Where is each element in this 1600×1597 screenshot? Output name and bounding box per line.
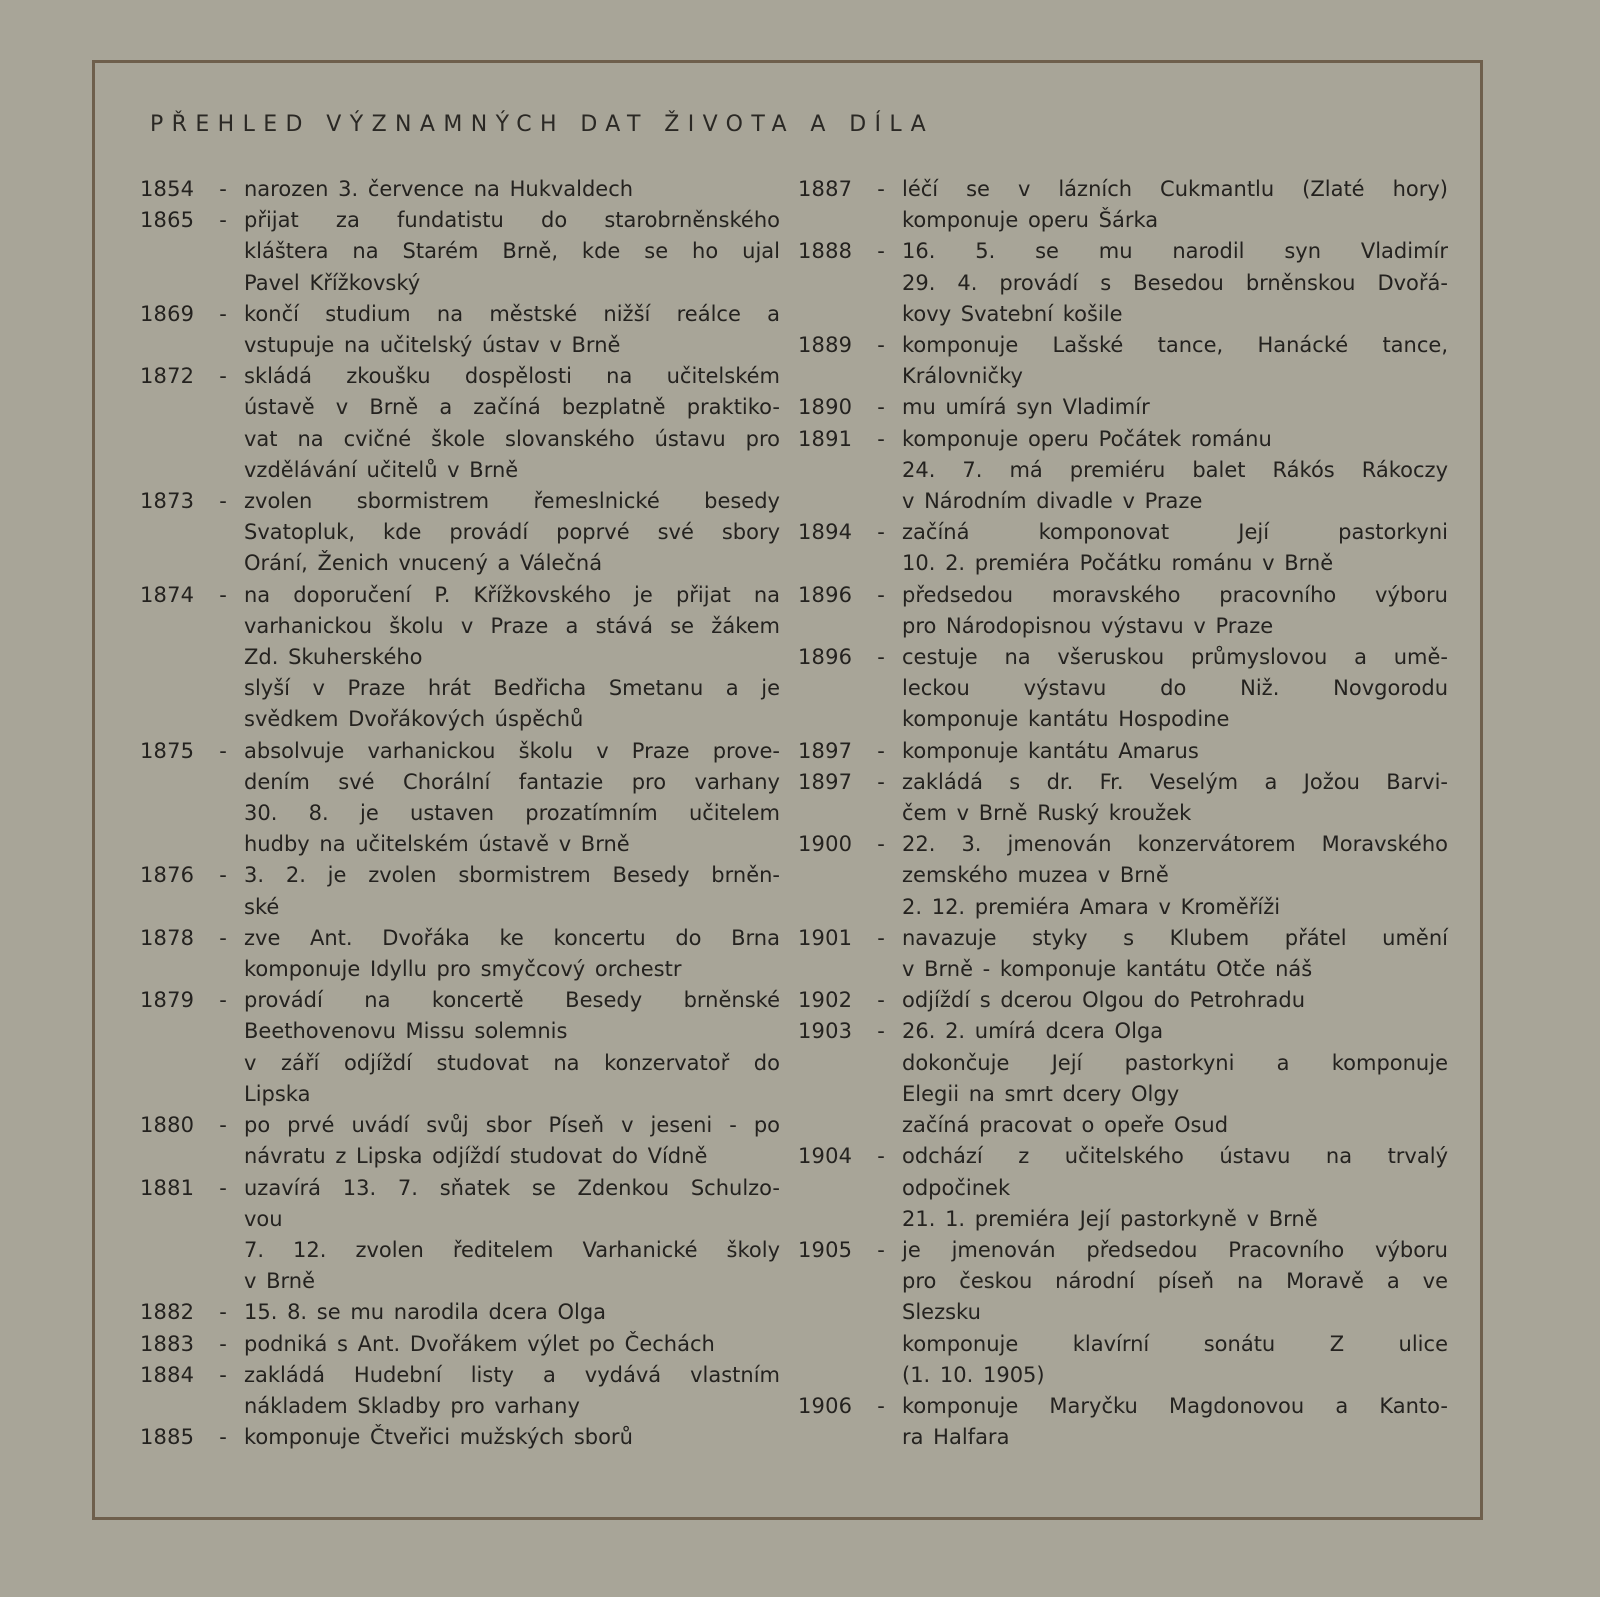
entry-line: nákladem Skladby pro varhany: [244, 1393, 580, 1418]
entry-line: pro českou národní píseň na Moravě a ve: [902, 1269, 1448, 1294]
entry-line: předsedou moravského pracovního výboru: [902, 582, 1448, 607]
entry-line: kovy Svatební košile: [902, 301, 1123, 326]
entry-year: 1883: [140, 1331, 195, 1356]
timeline-entry: [140, 299, 780, 361]
entry-line: narozen 3. července na Hukvaldech: [244, 177, 634, 201]
timeline-entry: [140, 361, 780, 486]
entry-dash: -: [219, 582, 227, 607]
timeline-entry: [140, 1360, 780, 1422]
entry-line: 24. 7. má premiéru balet Rákós Rákoczy: [902, 457, 1448, 482]
entry-line: začíná komponovat Její pastorkyni: [902, 520, 1448, 545]
entry-dash: -: [219, 301, 227, 326]
timeline-entry: [798, 642, 1448, 736]
entry-text: [244, 1110, 780, 1172]
entry-text: [902, 736, 1448, 767]
entry-dash: -: [877, 582, 885, 607]
entry-line: v září odjíždí studovat na konzervatoř do: [244, 1050, 780, 1075]
entry-text: [244, 1297, 780, 1328]
entry-line: 15. 8. se mu narodila dcera Olga: [244, 1300, 607, 1325]
entry-line: v Brně: [244, 1269, 316, 1294]
entry-dash: -: [219, 364, 227, 389]
entry-year: 1875: [140, 738, 195, 763]
entry-line: mu umírá syn Vladimír: [902, 395, 1150, 420]
entry-line: skládá zkoušku dospělosti na učitelském: [244, 364, 780, 389]
entry-year: 1876: [140, 863, 195, 888]
entry-dash: -: [219, 1113, 227, 1138]
entry-dash: -: [877, 239, 885, 264]
entry-line: varhanickou školu v Praze a stává se žákem: [244, 613, 780, 638]
entry-line: 29. 4. provádí s Besedou brněnskou Dvořá-: [902, 270, 1448, 295]
entry-line: cestuje na všeruskou průmyslovou a umě-: [902, 645, 1448, 670]
entry-line: zve Ant. Dvořáka ke koncertu do Brna: [244, 925, 780, 950]
entry-line: 30. 8. je ustaven prozatímním učitelem: [244, 801, 780, 826]
entry-text: [902, 923, 1448, 985]
timeline-entry: [140, 174, 780, 205]
entry-year: 1896: [798, 645, 853, 670]
entry-line: čem v Brně Ruský kroužek: [902, 801, 1192, 826]
entry-line: komponuje Čtveřici mužských sborů: [244, 1425, 633, 1450]
entry-line: slyší v Praze hrát Bedřicha Smetanu a je: [244, 676, 780, 701]
entry-line: leckou výstavu do Niž. Novgorodu: [902, 676, 1448, 701]
entry-line: hudby na učitelském ústavě v Brně: [244, 832, 630, 857]
entry-text: [902, 1141, 1448, 1235]
timeline-entry: [798, 424, 1448, 518]
entry-line: končí studium na městské nižší reálce a: [244, 301, 780, 326]
timeline-entry: [798, 1235, 1448, 1391]
entry-text: [902, 236, 1448, 330]
entry-text: [244, 1360, 780, 1422]
entry-year: 1874: [140, 582, 195, 607]
entry-line: absolvuje varhanickou školu v Praze prove-: [244, 738, 780, 763]
entry-dash: -: [219, 1362, 227, 1387]
entry-dash: -: [219, 177, 227, 201]
timeline-entry: [798, 985, 1448, 1016]
entry-line: Orání, Ženich vnucený a Válečná: [244, 551, 603, 576]
entry-line: je jmenován předsedou Pracovního výboru: [902, 1237, 1448, 1262]
timeline-left-column: [140, 174, 780, 1453]
timeline-entry: [140, 486, 780, 580]
timeline-entry: [798, 236, 1448, 330]
entry-year: 1884: [140, 1362, 195, 1387]
entry-line: 7. 12. zvolen ředitelem Varhanické školy: [244, 1237, 780, 1262]
timeline-entry: [798, 767, 1448, 829]
entry-dash: -: [877, 333, 885, 358]
entry-dash: -: [877, 738, 885, 763]
entry-line: vou: [244, 1206, 283, 1231]
entry-text: [902, 580, 1448, 642]
entry-year: 1885: [140, 1425, 195, 1450]
entry-line: 10. 2. premiéra Počátku románu v Brně: [902, 551, 1334, 576]
entry-year: 1890: [798, 395, 853, 420]
entry-year: 1903: [798, 1019, 853, 1044]
entry-text: [244, 580, 780, 736]
entry-line: komponuje operu Šárka: [902, 208, 1159, 233]
entry-line: vat na cvičné škole slovanského ústavu pro: [244, 426, 780, 451]
entry-line: zakládá s dr. Fr. Veselým a Jožou Barvi-: [902, 769, 1448, 794]
entry-line: 21. 1. premiéra Její pastorkyně v Brně: [902, 1206, 1318, 1231]
timeline-entry: [798, 1141, 1448, 1235]
entry-line: po prvé uvádí svůj sbor Píseň v jeseni - po: [244, 1113, 780, 1138]
entry-year: 1887: [798, 177, 853, 201]
entry-line: zemského muzea v Brně: [902, 863, 1169, 888]
entry-line: svědkem Dvořákových úspěchů: [244, 707, 584, 732]
timeline-entry: [798, 330, 1448, 392]
timeline-entry: [140, 736, 780, 861]
entry-line: zakládá Hudební listy a vydává vlastním: [244, 1362, 780, 1387]
entry-text: [902, 642, 1448, 736]
entry-line: zvolen sbormistrem řemeslnické besedy: [244, 489, 780, 514]
entry-line: (1. 10. 1905): [902, 1362, 1045, 1387]
timeline-entry: [798, 392, 1448, 423]
entry-text: [902, 1016, 1448, 1141]
entry-text: [244, 299, 780, 361]
timeline-entry: [140, 1173, 780, 1298]
entry-year: 1888: [798, 239, 853, 264]
entry-dash: -: [219, 1175, 227, 1200]
entry-line: Lipska: [244, 1081, 311, 1106]
entry-line: odchází z učitelského ústavu na trvalý: [902, 1144, 1448, 1169]
entry-line: komponuje kantátu Amarus: [902, 738, 1199, 763]
entry-text: [902, 1391, 1448, 1453]
entry-dash: -: [877, 1144, 885, 1169]
entry-line: 3. 2. je zvolen sbormistrem Besedy brněn-: [244, 863, 780, 888]
timeline-entry: [798, 174, 1448, 236]
entry-year: 1873: [140, 489, 195, 514]
entry-line: navazuje styky s Klubem přátel umění: [902, 925, 1448, 950]
entry-text: [244, 736, 780, 861]
entry-dash: -: [877, 925, 885, 950]
entry-text: [902, 330, 1448, 392]
entry-line: Slezsku: [902, 1300, 981, 1325]
entry-text: [902, 767, 1448, 829]
timeline-entry: [798, 923, 1448, 985]
entry-line: v Národním divadle v Praze: [902, 489, 1203, 514]
entry-line: vzdělávání učitelů v Brně: [244, 457, 519, 482]
entry-line: 2. 12. premiéra Amara v Kroměříži: [902, 894, 1281, 919]
entry-dash: -: [219, 925, 227, 950]
entry-line: na doporučení P. Křížkovského je přijat na: [244, 582, 780, 607]
entry-year: 1854: [140, 177, 195, 201]
entry-text: [244, 486, 780, 580]
entry-dash: -: [877, 645, 885, 670]
entry-dash: -: [877, 769, 885, 794]
entry-line: Elegii na smrt dcery Olgy: [902, 1081, 1180, 1106]
entry-dash: -: [877, 988, 885, 1013]
entry-line: uzavírá 13. 7. sňatek se Zdenkou Schulzo-: [244, 1175, 780, 1200]
entry-line: Pavel Křížkovský: [244, 270, 421, 295]
entry-line: návratu z Lipska odjíždí studovat do Vídně: [244, 1144, 708, 1169]
entry-year: 1901: [798, 925, 853, 950]
entry-dash: -: [219, 988, 227, 1013]
entry-line: ústavě v Brně a začíná bezplatně praktiko-: [244, 395, 780, 420]
entry-line: 16. 5. se mu narodil syn Vladimír: [902, 239, 1448, 264]
entry-dash: -: [219, 1300, 227, 1325]
timeline-entry: [140, 985, 780, 1110]
entry-line: pro Národopisnou výstavu v Praze: [902, 613, 1274, 638]
entry-dash: -: [219, 208, 227, 233]
entry-text: [244, 174, 780, 205]
entry-year: 1891: [798, 426, 853, 451]
entry-year: 1894: [798, 520, 853, 545]
entry-text: [902, 517, 1448, 579]
entry-year: 1865: [140, 208, 195, 233]
entry-line: odpočinek: [902, 1175, 1011, 1200]
page-title: PŘEHLED VÝZNAMNÝCH DAT ŽIVOTA A DÍLA: [150, 112, 935, 137]
timeline-entry: [798, 580, 1448, 642]
entry-year: 1897: [798, 738, 853, 763]
entry-line: komponuje klavírní sonátu Z ulice: [902, 1331, 1448, 1356]
entry-text: [244, 1173, 780, 1298]
entry-year: 1902: [798, 988, 853, 1013]
entry-line: Beethovenovu Missu solemnis: [244, 1019, 568, 1044]
entry-year: 1904: [798, 1144, 853, 1169]
entry-line: vstupuje na učitelský ústav v Brně: [244, 333, 621, 358]
entry-text: [902, 424, 1448, 518]
timeline-entry: [140, 1329, 780, 1360]
entry-line: v Brně - komponuje kantátu Otče náš: [902, 957, 1313, 982]
entry-line: 22. 3. jmenován konzervátorem Moravského: [902, 832, 1448, 857]
entry-line: 26. 2. umírá dcera Olga: [902, 1019, 1164, 1044]
timeline-right-column: [798, 174, 1448, 1453]
entry-dash: -: [877, 426, 885, 451]
entry-dash: -: [877, 177, 885, 201]
entry-text: [902, 985, 1448, 1016]
entry-dash: -: [877, 1237, 885, 1262]
timeline-entry: [798, 736, 1448, 767]
entry-line: ra Halfara: [902, 1425, 1010, 1450]
entry-year: 1879: [140, 988, 195, 1013]
timeline-entry: [798, 517, 1448, 579]
entry-line: provádí na koncertě Besedy brněnské: [244, 988, 780, 1013]
entry-text: [244, 860, 780, 922]
entry-year: 1900: [798, 832, 853, 857]
entry-text: [902, 1235, 1448, 1391]
entry-line: dokončuje Její pastorkyni a komponuje: [902, 1050, 1448, 1075]
entry-year: 1889: [798, 333, 853, 358]
timeline-entry: [140, 1110, 780, 1172]
entry-text: [244, 1422, 780, 1453]
entry-line: komponuje kantátu Hospodine: [902, 707, 1230, 732]
entry-text: [902, 829, 1448, 923]
entry-dash: -: [877, 395, 885, 420]
entry-line: Svatopluk, kde provádí poprvé své sbory: [244, 520, 780, 545]
entry-line: dením své Chorální fantazie pro varhany: [244, 769, 780, 794]
entry-text: [902, 174, 1448, 236]
timeline-entry: [140, 1422, 780, 1453]
entry-year: 1881: [140, 1175, 195, 1200]
entry-line: kláštera na Starém Brně, kde se ho ujal: [244, 239, 780, 264]
entry-dash: -: [877, 832, 885, 857]
entry-dash: -: [219, 489, 227, 514]
entry-text: [244, 205, 780, 299]
entry-dash: -: [877, 520, 885, 545]
entry-text: [902, 392, 1448, 423]
entry-year: 1905: [798, 1237, 853, 1262]
timeline-entry: [798, 1391, 1448, 1453]
entry-year: 1897: [798, 769, 853, 794]
entry-text: [244, 361, 780, 486]
timeline-entry: [798, 1016, 1448, 1141]
timeline-entry: [140, 923, 780, 985]
entry-dash: -: [219, 738, 227, 763]
entry-line: odjíždí s dcerou Olgou do Petrohradu: [902, 988, 1306, 1013]
timeline-entry: [140, 1297, 780, 1328]
entry-year: 1869: [140, 301, 195, 326]
entry-line: Zd. Skuherského: [244, 645, 423, 670]
entry-line: komponuje Maryčku Magdonovou a Kanto-: [902, 1393, 1448, 1418]
entry-line: přijat za fundatistu do starobrněnského: [244, 208, 780, 233]
entry-year: 1882: [140, 1300, 195, 1325]
entry-dash: -: [877, 1019, 885, 1044]
entry-dash: -: [219, 1425, 227, 1450]
entry-line: komponuje operu Počátek románu: [902, 426, 1272, 451]
entry-line: komponuje Idyllu pro smyčcový orchestr: [244, 957, 682, 982]
entry-text: [244, 985, 780, 1110]
entry-dash: -: [219, 1331, 227, 1356]
entry-year: 1878: [140, 925, 195, 950]
entry-dash: -: [877, 1393, 885, 1418]
entry-text: [244, 923, 780, 985]
entry-line: začíná pracovat o opeře Osud: [902, 1113, 1229, 1138]
entry-year: 1906: [798, 1393, 853, 1418]
entry-line: léčí se v lázních Cukmantlu (Zlaté hory): [902, 177, 1448, 201]
entry-text: [244, 1329, 780, 1360]
entry-line: podniká s Ant. Dvořákem výlet po Čechách: [244, 1331, 715, 1356]
entry-year: 1880: [140, 1113, 195, 1138]
entry-year: 1896: [798, 582, 853, 607]
timeline-entry: [140, 860, 780, 922]
entry-year: 1872: [140, 364, 195, 389]
timeline-entry: [140, 205, 780, 299]
entry-dash: -: [219, 863, 227, 888]
timeline-entry: [140, 580, 780, 736]
entry-line: komponuje Lašské tance, Hanácké tance,: [902, 333, 1448, 358]
entry-line: ské: [244, 894, 280, 919]
timeline-entry: [798, 829, 1448, 923]
entry-line: Královničky: [902, 364, 1023, 389]
